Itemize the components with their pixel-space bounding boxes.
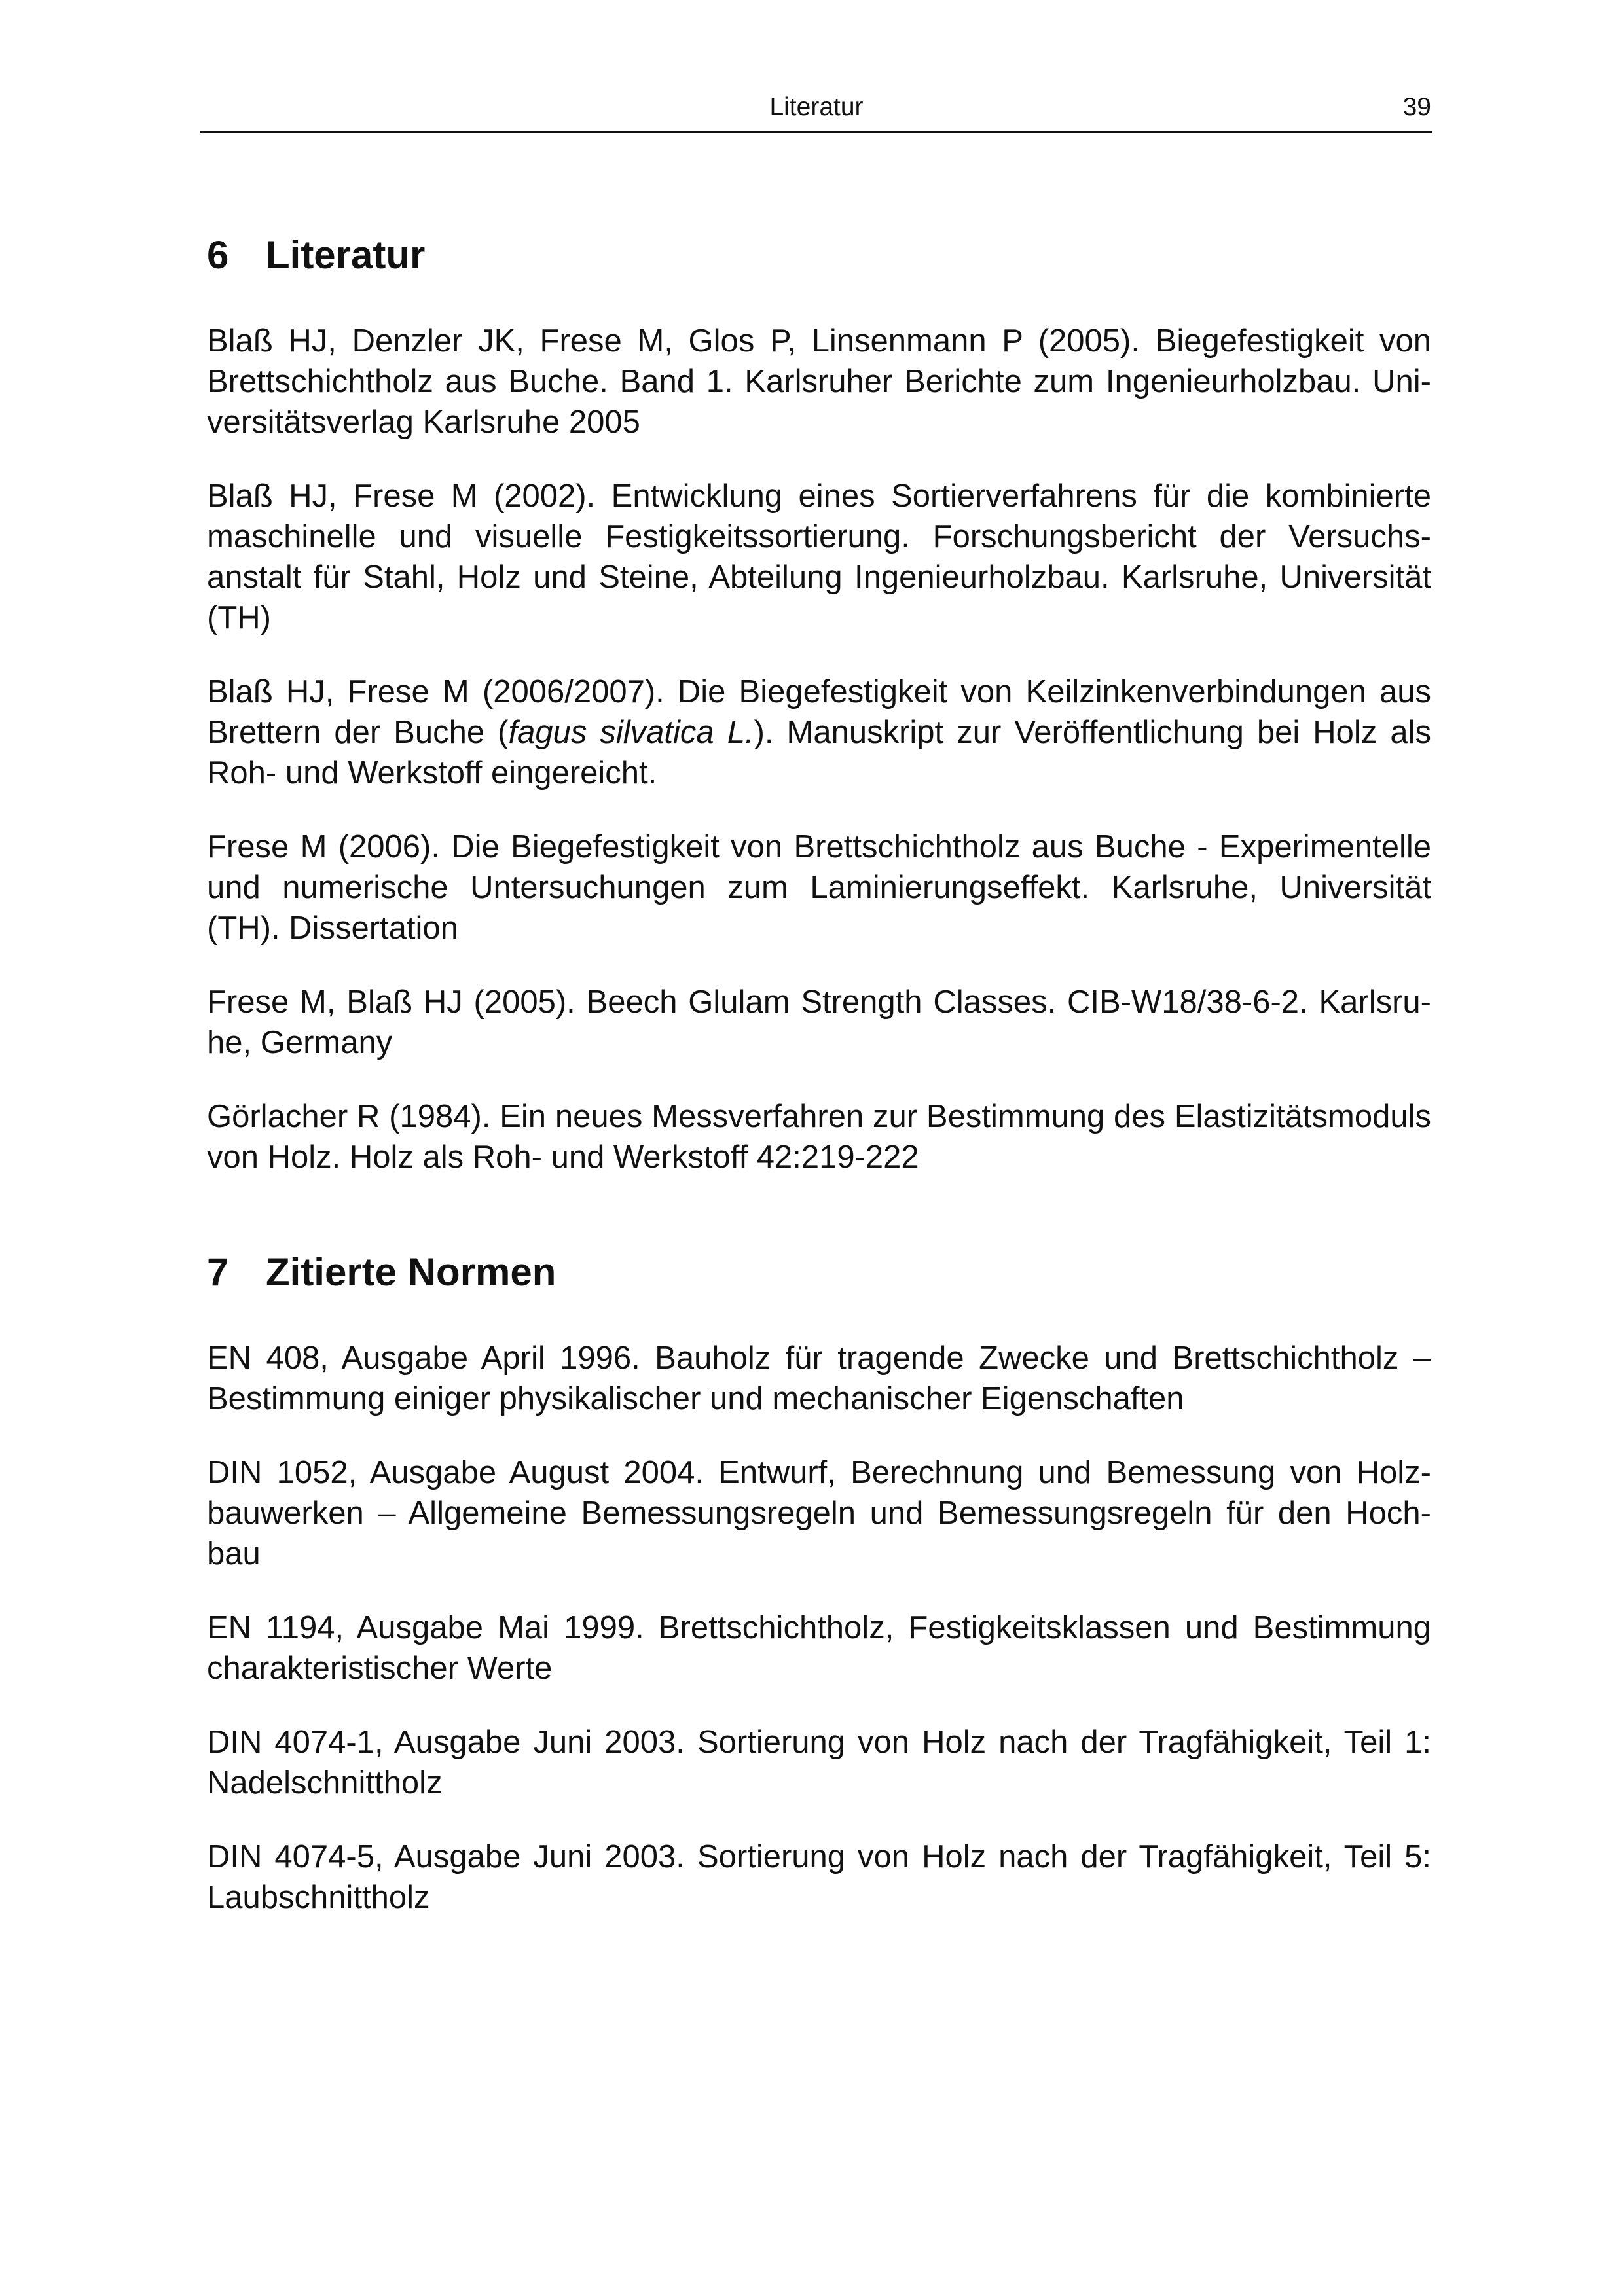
section-literatur (207, 232, 1431, 1177)
reference-text: Blaß HJ, Frese M (2006/2007). Die Biegefestigkeit von Keilzinkenverbindungen aus Brettern der Buche ( (207, 674, 1431, 750)
standard-entry: DIN 4074-5, Ausgabe Juni 2003. Sortierung von Holz nach der Tragfähigkeit, Teil 5: Laubschnittholz (207, 1839, 1431, 1915)
section-title: Zitierte Normen (266, 1250, 556, 1294)
standards-list (207, 1338, 1431, 1918)
running-header (200, 90, 1432, 133)
reference-entry (207, 672, 1431, 793)
standard-entry: EN 1194, Ausgabe Mai 1999. Brettschichtholz, Festigkeitsklassen und Bestimmung charakteristischer Werte (207, 1610, 1431, 1686)
reference-text: ). Manuskript zur Veröffentlichung bei Holz als Roh- und Werkstoff eingereicht. (207, 715, 1431, 791)
section-heading (207, 1249, 1431, 1296)
section-number: 7 (207, 1250, 229, 1294)
reference-entry: Blaß HJ, Denzler JK, Frese M, Glos P, Linsenmann P (2005). Biegefestigkeit von Brettschichtholz aus Buche. Band 1. Karlsruher Berichte zum Ingenieurholzbau. Universitätsverlag Karlsruhe 2005 (207, 323, 1431, 440)
running-header-title: Literatur (769, 93, 864, 121)
reference-entry: Blaß HJ, Frese M (2002). Entwicklung eines Sortierverfahrens für die kombinierte maschinelle und visuelle Festigkeitssortierung. Forschungsbericht der Versuchsanstalt für Stahl, Holz und Steine, Abteilung Ingenieurholzbau. Karlsruhe, Universität (TH) (207, 478, 1431, 636)
standard-entry: EN 408, Ausgabe April 1996. Bauholz für tragende Zwecke und Brettschichtholz – Bestimmung einiger physikalischer und mechanischer Eigenschaften (207, 1340, 1431, 1416)
species-name: fagus silvatica L. (508, 715, 754, 750)
reference-entry: Frese M (2006). Die Biegefestigkeit von Brettschichtholz aus Buche - Experimentelle und numerische Untersuchungen zum Laminierungseffekt. Karlsruhe, Universität (TH). Dissertation (207, 829, 1431, 946)
reference-entry: Görlacher R (1984). Ein neues Messverfahren zur Bestimmung des Elastizitätsmoduls von Holz. Holz als Roh- und Werkstoff 42:219-222 (207, 1099, 1431, 1175)
section-number: 6 (207, 233, 229, 277)
section-heading (207, 232, 1431, 279)
section-title: Literatur (266, 233, 426, 277)
section-zitierte-normen (207, 1249, 1431, 1918)
reference-list (207, 321, 1431, 1177)
page-number: 39 (1402, 93, 1431, 121)
standard-entry: DIN 4074-1, Ausgabe Juni 2003. Sortierung von Holz nach der Tragfähigkeit, Teil 1: Nadelschnittholz (207, 1725, 1431, 1801)
standard-entry: DIN 1052, Ausgabe August 2004. Entwurf, Berechnung und Bemessung von Holzbauwerken – Allgemeine Bemessungsregeln und Bemessungsregeln für den Hochbau (207, 1455, 1431, 1571)
reference-entry: Frese M, Blaß HJ (2005). Beech Glulam Strength Classes. CIB-W18/38-6-2. Karlsruhe, Germany (207, 984, 1431, 1060)
